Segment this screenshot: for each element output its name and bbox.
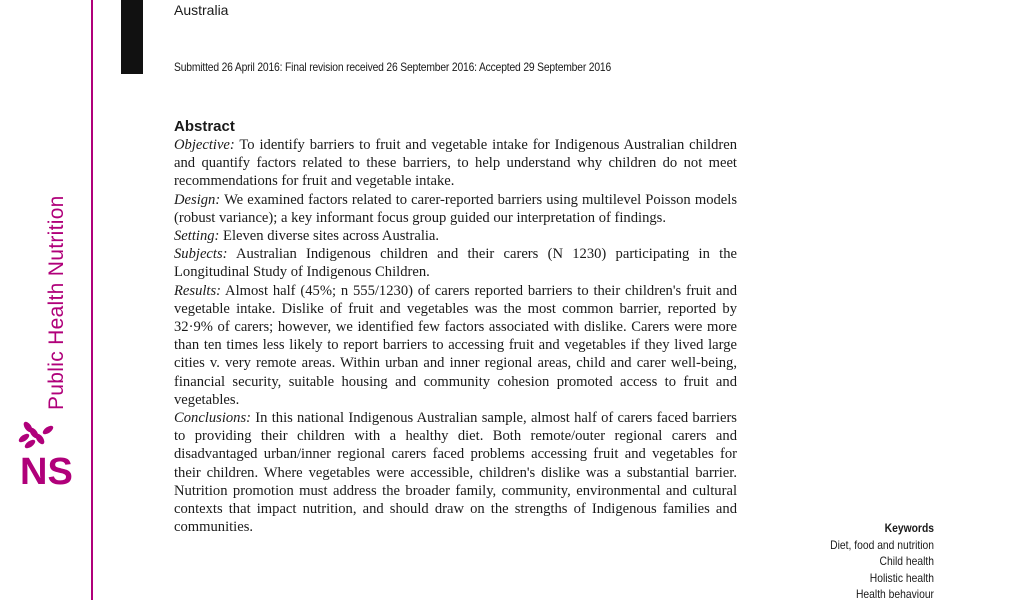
keyword-item: Child health	[879, 554, 934, 568]
section-label: Design:	[174, 191, 221, 208]
section-label: Objective:	[174, 137, 235, 153]
section-text: We examined factors related to carer-reported barriers using multilevel Poisson models (robust variance); a key informant focus group guided our interpretation of findings.	[174, 191, 737, 226]
ns-logo-icon	[18, 418, 74, 488]
section-label: Subjects:	[174, 246, 228, 263]
section-text: Eleven diverse sites across Australia.	[219, 228, 440, 245]
keywords-heading: Keywords	[884, 521, 934, 535]
abstract-results	[174, 282, 737, 409]
keywords	[802, 520, 934, 603]
header-bar	[121, 0, 143, 74]
journal-name: Public Health Nutrition	[45, 195, 68, 410]
abstract-objective	[174, 136, 737, 191]
keyword-item: Diet, food and nutrition	[830, 537, 934, 552]
section-label: Setting:	[174, 228, 220, 245]
abstract-setting	[174, 227, 737, 245]
keyword-item: Holistic health	[869, 570, 934, 585]
svg-text:NS: NS	[20, 451, 73, 488]
abstract-design	[174, 191, 737, 227]
section-text: Almost half (45%; n 555/1230) of carers reported barriers to their children's fruit and vegetable intake. Dislike of fruit and vegetables was the most common barrier, reported by 32·9% of carers; however, we identified few factors associated with dislike. Carers were more than ten times less likely to report barriers to accessing fruit and vegetables if they lived large cities v. very remote areas. Within urban and inner regional areas, child and carer well-being, financial security, suitable housing and community cohesion promoted access to fruit and vegetables.	[174, 282, 737, 408]
abstract-subjects	[174, 245, 737, 281]
affiliation-tail: Australia	[174, 2, 229, 18]
submission-dates: Submitted 26 April 2016: Final revision received 26 September 2016: Accepted 29 September 2016	[174, 60, 612, 74]
margin-rule	[91, 0, 93, 600]
keyword-item: Health behaviour	[855, 587, 934, 601]
section-text: In this national Indigenous Australian sample, almost half of carers faced barriers to providing their children with a healthy diet. Both remote/outer regional carers and disadvantaged urban/inner regional carers faced problems accessing fruit and vegetables for their children. Where vegetables were accessible, children's dislike was a substantial barrier. Nutrition promotion must address the broader family, community, environmental and cultural contexts that impact nutrition, and should draw on the strengths of Indigenous families and communities.	[174, 410, 737, 536]
abstract-heading: Abstract	[174, 118, 235, 135]
affiliation	[174, 0, 934, 20]
section-text: To identify barriers to fruit and vegetable intake for Indigenous Australian children and quantify factors related to these barriers, to help understand why children do not meet recommendations for fruit and vegetable intake.	[174, 137, 737, 190]
section-text: Australian Indigenous children and their carers (N 1230) participating in the Longitudinal Study of Indigenous Children.	[174, 246, 737, 281]
section-label: Conclusions:	[174, 410, 252, 427]
section-label: Results:	[174, 282, 222, 299]
abstract-conclusions	[174, 409, 737, 536]
abstract	[174, 117, 737, 536]
